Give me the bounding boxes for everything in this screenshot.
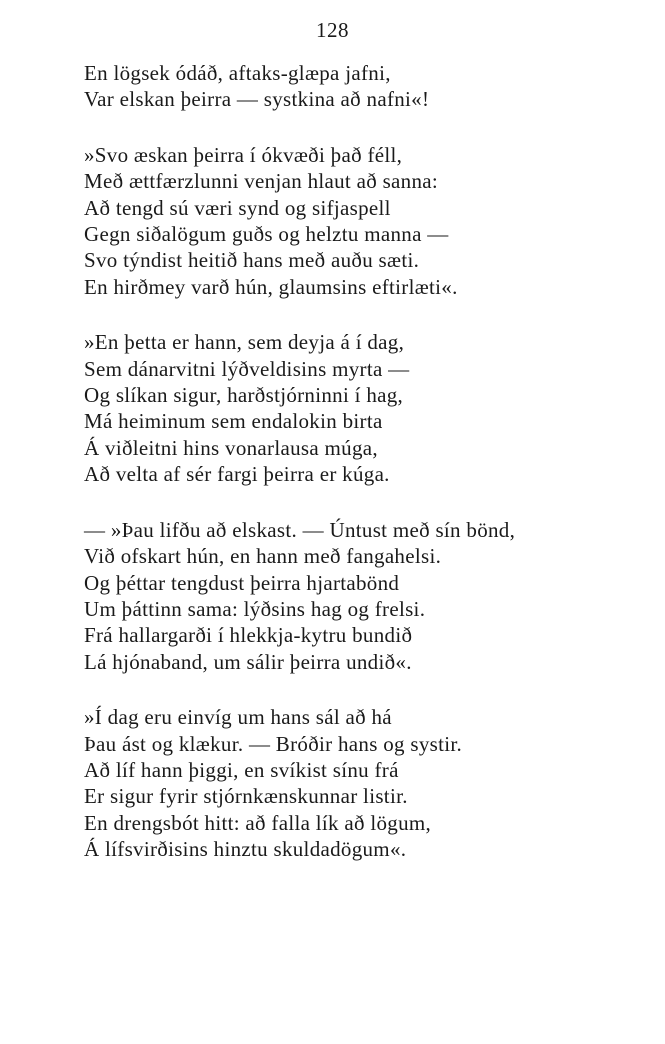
poem-line: Að tengd sú væri synd og sifjaspell bbox=[84, 195, 391, 220]
poem-line: Svo týndist heitið hans með auðu sæti. bbox=[84, 248, 420, 273]
poem-line: Sem dánarvitni lýðveldisins myrta — bbox=[84, 356, 410, 381]
page-number: 128 bbox=[316, 18, 349, 42]
poem-text bbox=[84, 60, 644, 892]
stanza-3 bbox=[84, 329, 644, 487]
poem-line: »Í dag eru einvíg um hans sál að há bbox=[84, 705, 392, 730]
poem-line: Þau ást og klækur. — Bróðir hans og systir. bbox=[84, 731, 463, 756]
stanza-2 bbox=[84, 142, 644, 300]
poem-line: Að velta af sér fargi þeirra er kúga. bbox=[84, 462, 390, 487]
stanza-5 bbox=[84, 704, 644, 862]
poem-line: En drengsbót hitt: að falla lík að lögum, bbox=[84, 810, 432, 835]
poem-line: »En þetta er hann, sem deyja á í dag, bbox=[84, 330, 405, 355]
stanza-1 bbox=[84, 60, 644, 113]
poem-line: — »Þau lifðu að elskast. — Úntust með sín bönd, bbox=[84, 517, 516, 542]
poem-line: Að líf hann þiggi, en svíkist sínu frá bbox=[84, 757, 399, 782]
poem-line: Á lífsvirðisins hinztu skuldadögum«. bbox=[84, 837, 407, 862]
poem-line: Um þáttinn sama: lýðsins hag og frelsi. bbox=[84, 596, 426, 621]
poem-line: »Svo æskan þeirra í ókvæði það féll, bbox=[84, 142, 403, 167]
poem-line: En hirðmey varð hún, glaumsins eftirlæti«. bbox=[84, 274, 458, 299]
poem-line: Með ættfærzlunni venjan hlaut að sanna: bbox=[84, 169, 439, 194]
poem-line: En lögsek ódáð, aftaks-glæpa jafni, bbox=[84, 61, 391, 85]
poem-line: Við ofskart hún, en hann með fangahelsi. bbox=[84, 544, 442, 569]
poem-line: Á viðleitni hins vonarlausa múga, bbox=[84, 435, 378, 460]
poem-line: Og slíkan sigur, harðstjórninni í hag, bbox=[84, 383, 404, 408]
poem-line: Lá hjónaband, um sálir þeirra undið«. bbox=[84, 649, 412, 674]
poem-line: Og þéttar tengdust þeirra hjartabönd bbox=[84, 570, 400, 595]
poem-line: Var elskan þeirra — systkina að nafni«! bbox=[84, 87, 430, 112]
poem-line: Má heiminum sem endalokin birta bbox=[84, 409, 383, 434]
stanza-4 bbox=[84, 517, 644, 675]
poem-line: Gegn siðalögum guðs og helztu manna — bbox=[84, 222, 449, 247]
poem-line: Er sigur fyrir stjórnkænskunnar listir. bbox=[84, 784, 408, 809]
poem-line: Frá hallargarði í hlekkja-kytru bundið bbox=[84, 623, 413, 648]
